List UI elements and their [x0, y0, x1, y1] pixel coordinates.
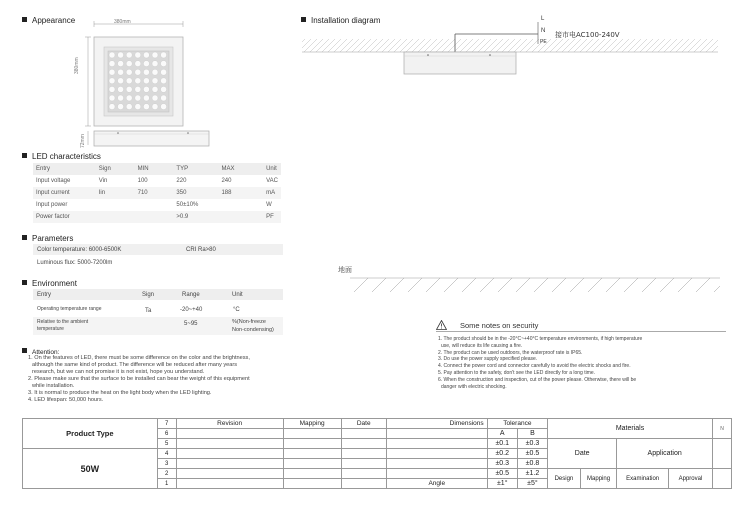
cell: W	[266, 202, 272, 208]
security-header	[436, 320, 726, 332]
led-chip	[118, 104, 124, 110]
security-line: use, will reduce its life causing a fire.	[441, 342, 523, 349]
section-bullet-icon	[22, 348, 27, 353]
tolerance-value: ±0.1	[487, 439, 517, 449]
rev-mark: 5	[157, 439, 176, 449]
security-line: 6. When the construction and inspection, cut of the power please. Otherwise, there will be	[438, 376, 637, 383]
led-chip	[161, 104, 167, 110]
env-range-humidity: 5~95	[184, 321, 198, 327]
cell	[218, 199, 263, 211]
approval-label: Approval	[668, 469, 712, 489]
tolerance-col-a: A	[487, 429, 517, 439]
table-row	[33, 211, 281, 223]
env-unit-humidity-2: Non-condensing)	[232, 327, 274, 333]
ground-label: 地面	[338, 266, 352, 274]
wire-label-l: L	[541, 16, 545, 22]
examination-label: Examination	[617, 469, 669, 489]
cell: 240	[221, 178, 232, 184]
security-text	[438, 336, 642, 390]
col-entry: Entry	[33, 163, 96, 175]
angle-b: ±5°	[517, 479, 547, 489]
date-header: Date	[341, 419, 386, 429]
height-dimension: 380mm	[74, 57, 80, 74]
led-chip	[161, 61, 167, 67]
rev-mark: 6	[157, 429, 176, 439]
table-row	[33, 187, 281, 199]
rev-mark: 4	[157, 449, 176, 459]
security-line: 5. Pay attention to the safety, don't see the LED directly for a long time.	[438, 369, 596, 376]
led-chip	[109, 95, 115, 101]
security-line: danger with electric shocking.	[441, 383, 507, 390]
installation-section-title: Installation diagram	[301, 16, 380, 25]
wire-label-pe: PE	[540, 39, 547, 45]
led-chip	[143, 95, 149, 101]
angle-label: Angle	[386, 479, 487, 489]
led-chip	[118, 61, 124, 67]
env-header-bg	[33, 289, 283, 300]
tolerance-value: ±0.5	[487, 469, 517, 479]
cell: 350	[173, 187, 218, 199]
ground-hatch	[350, 272, 720, 294]
warning-triangle-icon	[436, 320, 447, 330]
col-sign: Sign	[96, 163, 135, 175]
cell: Vin	[98, 178, 108, 184]
env-entry-humidity-1: Relative to the ambient	[37, 319, 89, 325]
tolerance-value: ±1.2	[517, 469, 547, 479]
attention-line: research, but we can not promise it is not exist, hope you understand.	[32, 369, 205, 375]
env-range-temp: -20~+40	[180, 307, 203, 313]
cell: 188	[218, 187, 263, 199]
cell	[135, 199, 174, 211]
col-max: MAX	[218, 163, 263, 175]
cell: mA	[263, 187, 281, 199]
table-row	[33, 175, 281, 187]
cell	[96, 211, 135, 223]
cell: 50±10%	[176, 202, 199, 208]
tolerance-value: ±0.5	[517, 449, 547, 459]
attention-section-title: Attention:	[22, 348, 59, 356]
power-supply-label: 接市电AC100-240V	[555, 31, 620, 39]
env-unit-humidity-1: %(Non-freeze	[232, 319, 266, 325]
led-chip	[135, 86, 141, 92]
cell: Power factor	[33, 211, 96, 223]
col-min: MIN	[135, 163, 174, 175]
env-unit-celsius: °C	[233, 307, 240, 313]
date-label: Date	[548, 439, 617, 469]
led-chip	[126, 78, 132, 84]
led-chip	[109, 69, 115, 75]
led-chip	[135, 69, 141, 75]
attention-line: although the same kind of product. The difference will be reduced after many years	[32, 362, 238, 368]
luminous-flux: Luminous flux: 5000-7200lm	[37, 260, 113, 266]
attention-line: 2. Please make sure that the surface to be installed can bear the weight of this equipment	[28, 376, 250, 382]
attention-line: 3. It is normal to produce the heat on the light body when the LED lighting.	[28, 390, 212, 396]
led-chip	[118, 95, 124, 101]
product-type-label: Product Type	[23, 419, 158, 449]
dimensions-header: Dimensions	[386, 419, 487, 429]
cell: >0.9	[173, 211, 218, 223]
side-view-drawing	[78, 128, 213, 150]
env-entry-operating: Operating temperature range	[37, 306, 102, 312]
security-line: 1. The product should be in the -20°C~+40°C temperature environments, if high temperature	[438, 336, 643, 342]
table-row	[33, 199, 281, 211]
rev-mark: 7	[157, 419, 176, 429]
led-chip	[143, 52, 149, 58]
col-unit: Unit	[263, 163, 281, 175]
led-chip	[152, 95, 158, 101]
led-chip	[126, 61, 132, 67]
tolerance-value: ±0.3	[517, 439, 547, 449]
led-chip	[152, 52, 158, 58]
led-chip	[126, 95, 132, 101]
attention-line: 4. LED lifespan: 50,000 hours.	[28, 397, 104, 403]
env-entry-humidity-2: temperature	[37, 326, 64, 332]
cri: CRI Ra>80	[186, 247, 216, 253]
led-chip	[143, 86, 149, 92]
led-characteristics-table	[33, 163, 281, 223]
led-chip	[152, 69, 158, 75]
attention-text	[28, 355, 250, 404]
led-chip	[109, 104, 115, 110]
mapping-label: Mapping	[580, 469, 617, 489]
led-chip	[143, 61, 149, 67]
security-line: 2. The product can be used outdoors, the waterproof rate is IP65.	[438, 349, 583, 356]
led-chip	[152, 61, 158, 67]
cell	[96, 199, 135, 211]
section-bullet-icon	[22, 280, 27, 285]
led-chip	[135, 78, 141, 84]
led-chip	[126, 52, 132, 58]
led-chip	[118, 86, 124, 92]
angle-a: ±1°	[487, 479, 517, 489]
cell: 100	[137, 178, 148, 184]
security-title: Some notes on security	[460, 321, 539, 330]
cell: PF	[263, 211, 281, 223]
security-line: 3. Do use the power supply specified please.	[438, 356, 538, 363]
tolerance-col-b: B	[517, 429, 547, 439]
design-label: Design	[548, 469, 581, 489]
color-temperature: Color temperature: 6000-6500K	[37, 247, 122, 253]
led-chip	[161, 86, 167, 92]
tolerance-header: Tolerance	[487, 419, 547, 429]
led-chip	[161, 69, 167, 75]
env-col-unit: Unit	[232, 292, 243, 298]
env-col-range: Range	[182, 292, 200, 298]
env-sign-ta: Ta	[145, 308, 152, 314]
cell: VAC	[266, 178, 278, 184]
cell: 710	[135, 187, 174, 199]
tolerance-value: ±0.2	[487, 449, 517, 459]
led-chip	[109, 78, 115, 84]
application-label: Application	[617, 439, 713, 469]
environment-section-title: Environment	[22, 279, 77, 288]
cell: 220	[176, 178, 187, 184]
led-chip	[135, 104, 141, 110]
cell: Input current	[33, 187, 96, 199]
env-col-sign: Sign	[142, 292, 155, 298]
section-bullet-icon	[22, 17, 27, 22]
tolerance-value: ±0.3	[487, 459, 517, 469]
rev-mark: 1	[157, 479, 176, 489]
led-chip	[109, 86, 115, 92]
section-bullet-icon	[22, 153, 27, 158]
led-chip	[126, 104, 132, 110]
table-header-row	[33, 163, 281, 175]
width-dimension: 380mm	[114, 19, 131, 25]
led-chip	[143, 78, 149, 84]
rev-mark: 2	[157, 469, 176, 479]
title-block-table	[22, 418, 732, 489]
led-chip	[143, 69, 149, 75]
led-chip	[135, 52, 141, 58]
depth-dimension: 72mm	[80, 134, 86, 148]
led-chip	[126, 69, 132, 75]
led-chip	[161, 52, 167, 58]
led-chip	[118, 78, 124, 84]
led-chip	[135, 61, 141, 67]
led-section-title: LED characteristics	[22, 152, 101, 161]
cell: Input voltage	[36, 178, 71, 184]
wire-label-n: N	[541, 28, 546, 34]
section-bullet-icon	[22, 235, 27, 240]
led-chip	[126, 86, 132, 92]
led-chip	[118, 69, 124, 75]
rev-mark: 3	[157, 459, 176, 469]
attention-line: while installation.	[32, 383, 75, 389]
cell	[135, 211, 174, 223]
led-chip	[109, 61, 115, 67]
right-clip-text: N	[713, 419, 732, 439]
materials-header: Materials	[548, 419, 713, 439]
revision-header: Revision	[176, 419, 283, 429]
cell: Input power	[36, 202, 68, 208]
led-chip	[109, 52, 115, 58]
led-chip	[152, 78, 158, 84]
installation-drawing	[300, 14, 720, 84]
appearance-section-title: Appearance	[22, 16, 75, 25]
led-chip	[161, 78, 167, 84]
parameters-section-title: Parameters	[22, 234, 73, 243]
product-type-value: 50W	[23, 449, 158, 489]
led-chip	[161, 95, 167, 101]
security-line: 4. Connect the power cord and connector carefully to avoid the electric shocks and fire.	[438, 363, 631, 370]
mapping-header: Mapping	[283, 419, 341, 429]
led-chip	[135, 95, 141, 101]
led-chip	[143, 104, 149, 110]
attention-line: 1. On the features of LED, there must be some difference on the color and the brightness,	[28, 355, 250, 361]
cell	[218, 211, 263, 223]
led-chip	[152, 104, 158, 110]
cell: Iin	[96, 187, 135, 199]
led-chip	[152, 86, 158, 92]
led-chip	[118, 52, 124, 58]
env-col-entry: Entry	[37, 292, 52, 298]
tolerance-value: ±0.8	[517, 459, 547, 469]
col-typ: TYP	[173, 163, 218, 175]
